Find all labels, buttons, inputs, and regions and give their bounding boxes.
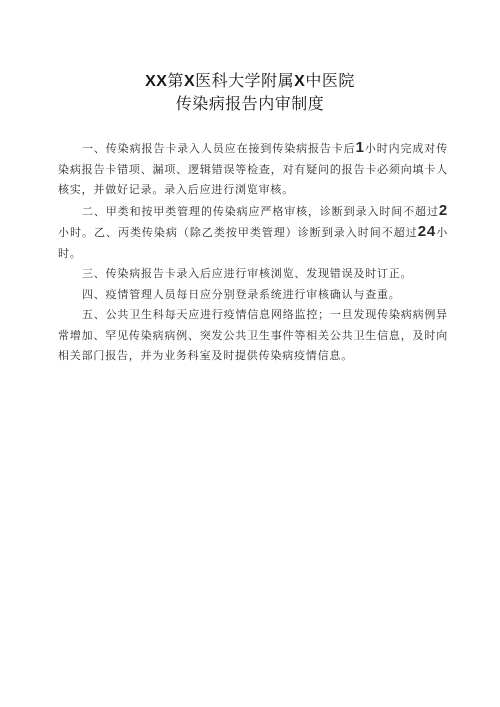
paragraph-1: [58, 138, 448, 201]
document-header: [0, 70, 500, 115]
document-body: [58, 138, 448, 367]
hospital-name: [0, 70, 500, 93]
title-x1: X: [183, 73, 196, 90]
paragraph-4: 四、疫情管理人员每日应分别登录系统进行审核确认与查重。: [82, 287, 401, 301]
p2-number-1: 2: [438, 201, 448, 219]
paragraph-3: 三、传染病报告卡录入后应进行审核浏览、发现错误及时订正。: [82, 267, 413, 280]
document-title: 传染病报告内审制度: [175, 94, 325, 113]
p1-number: 1: [355, 139, 365, 156]
p2-text-b: 小时。乙、丙类传染病（除乙类按甲类管理）诊断到录入时间不超过: [58, 226, 418, 239]
paragraph-2: [58, 201, 448, 265]
p2-text-a: 二、甲类和按甲类管理的传染病应严格审核，诊断到录入时间不超过: [82, 204, 439, 218]
p2-number-2: 24: [417, 223, 436, 240]
p1-text-b: 小时内完成对传染病报告卡错项、漏项、逻辑错误等检查，对有疑问的报告卡必须向填卡人核实，并做好记录。录入后应进行浏览审核。: [58, 142, 448, 196]
title-x2: X: [294, 73, 306, 90]
paragraph-5: 五、公共卫生科每天应进行疫情信息网络监控；一旦发现传染病病例异常增加、罕见传染病病例、突发公共卫生事件等相关公共卫生信息，及时向相关部门报告，并为业务科室及时提供传染病疫情信息。: [58, 308, 448, 362]
p2-text-c: 小时。: [58, 226, 448, 260]
title-part3: 中医院: [305, 71, 355, 90]
title-part1: 第: [167, 71, 184, 90]
p1-text-a: 一、传染病报告卡录入人员应在接到传染病报告卡后: [82, 142, 356, 155]
title-part2: 医科大学附属: [195, 71, 295, 90]
title-prefix: XX: [145, 73, 168, 90]
